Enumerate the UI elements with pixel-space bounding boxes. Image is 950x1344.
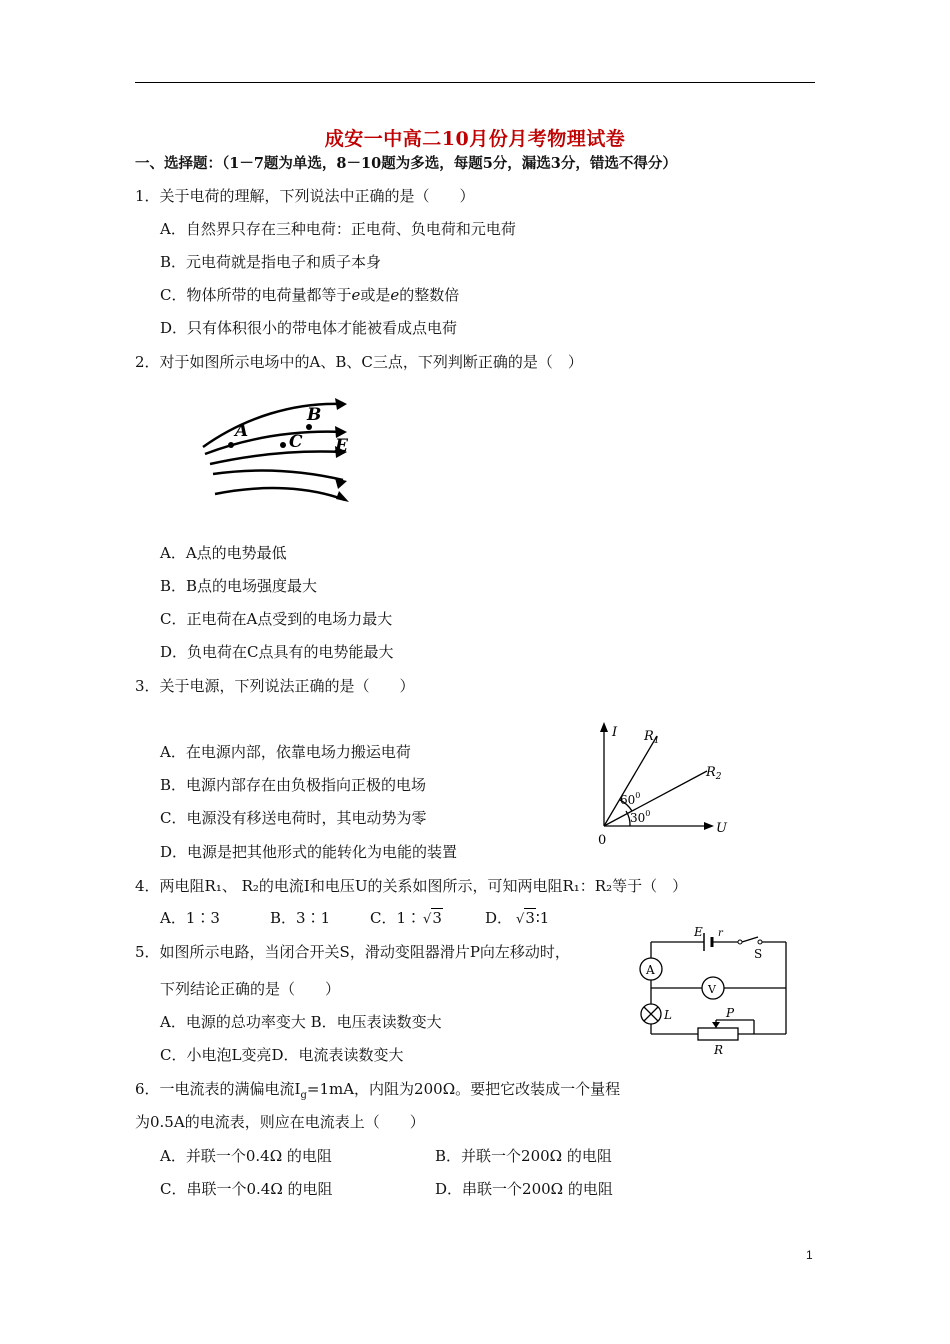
q3-option-c: C．电源没有移送电荷时，其电动势为零 — [160, 809, 427, 827]
field-e-label: E — [335, 436, 348, 456]
q2-option-d: D．负电荷在C点具有的电势能最大 — [160, 643, 394, 661]
q1-stem: 1．关于电荷的理解，下列说法中正确的是（ ） — [135, 187, 475, 205]
point-c-label: C — [289, 432, 303, 452]
q1-option-b: B．元电荷就是指电子和质子本身 — [160, 253, 382, 271]
slider-p-label: P — [726, 1006, 735, 1020]
q6-option-a: A．并联一个0.4Ω 的电阻 — [160, 1147, 332, 1165]
electric-field-figure — [195, 392, 365, 512]
q5-options-cd: C．小电泡L变亮D．电流表读数变大 — [160, 1046, 404, 1064]
origin-label: 0 — [598, 833, 607, 848]
point-a-label: A — [235, 421, 249, 441]
ammeter-label: A — [646, 963, 655, 977]
angle-30-label: $30^0$ — [630, 809, 651, 825]
rheostat-r-label: R — [714, 1043, 724, 1056]
section-heading: 一、选择题：（1－7题为单选，8－10题为多选，每题5分，漏选3分，错选不得分） — [135, 155, 677, 172]
point-b-label: B — [307, 405, 322, 425]
page-number: 1 — [806, 1248, 813, 1262]
circuit-r-internal-label: r — [718, 928, 723, 939]
q5-options-ab: A．电源的总功率变大 B．电压表读数变大 — [160, 1013, 442, 1031]
q3-stem: 3．关于电源，下列说法正确的是（ ） — [135, 677, 415, 695]
q6-option-b: B．并联一个200Ω 的电阻 — [435, 1147, 612, 1165]
q1-option-d: D．只有体积很小的带电体才能被看成点电荷 — [160, 319, 458, 337]
q4-stem: 4．两电阻R₁、 R₂的电流I和电压U的关系如图所示，可知两电阻R₁：R₂等于（ ） — [135, 877, 688, 895]
circuit-s-label: S — [754, 947, 763, 961]
q3-option-b: B．电源内部存在由负极指向正极的电场 — [160, 776, 427, 794]
q4-option-b: B．3∶1 — [270, 909, 331, 927]
q4-option-d: D． √3∶1 — [485, 909, 550, 927]
voltmeter-label: V — [708, 983, 716, 996]
axis-i-label: I — [612, 725, 618, 740]
q1-option-c: C．物体所带的电荷量都等于e或是e的整数倍 — [160, 286, 460, 304]
circuit-figure — [636, 924, 796, 1056]
header-rule — [135, 82, 815, 83]
lamp-label: L — [664, 1008, 672, 1022]
iu-graph-figure — [590, 718, 740, 850]
exam-title: 成安一中高二10月份月考物理试卷 — [324, 128, 626, 150]
q4-option-c: C．1∶ √3 — [370, 909, 442, 927]
q1-option-a: A．自然界只存在三种电荷：正电荷、负电荷和元电荷 — [160, 220, 516, 238]
q2-option-c: C．正电荷在A点受到的电场力最大 — [160, 610, 393, 628]
q6-option-d: D．串联一个200Ω 的电阻 — [435, 1180, 613, 1198]
q2-stem: 2．对于如图所示电场中的A、B、C三点，下列判断正确的是（ ） — [135, 353, 583, 371]
r1-label: $R_1$ — [644, 729, 660, 746]
circuit-e-label: E — [694, 925, 703, 939]
q6-stem-line2: 为0.5A的电流表，则应在电流表上（ ） — [135, 1113, 425, 1131]
axis-u-label: U — [716, 821, 727, 836]
q2-option-b: B．B点的电场强度最大 — [160, 577, 318, 595]
q6-stem-line1: 6．一电流表的满偏电流$I_g=1mA$，内阻为200Ω。要把它改装成一个量程 — [135, 1080, 621, 1101]
q2-option-a: A．A点的电势最低 — [160, 544, 287, 562]
q5-stem-line2: 下列结论正确的是（ ） — [160, 980, 341, 998]
angle-60-label: $60^0$ — [620, 791, 641, 807]
q3-option-d: D．电源是把其他形式的能转化为电能的装置 — [160, 843, 458, 861]
q4-option-a: A．1∶3 — [160, 909, 220, 927]
q3-option-a: A．在电源内部，依靠电场力搬运电荷 — [160, 743, 411, 761]
q6-option-c: C．串联一个0.4Ω 的电阻 — [160, 1180, 333, 1198]
r2-label: $R_2$ — [706, 765, 722, 782]
q5-stem-line1: 5．如图所示电路，当闭合开关S，滑动变阻器滑片P向左移动时， — [135, 943, 570, 961]
